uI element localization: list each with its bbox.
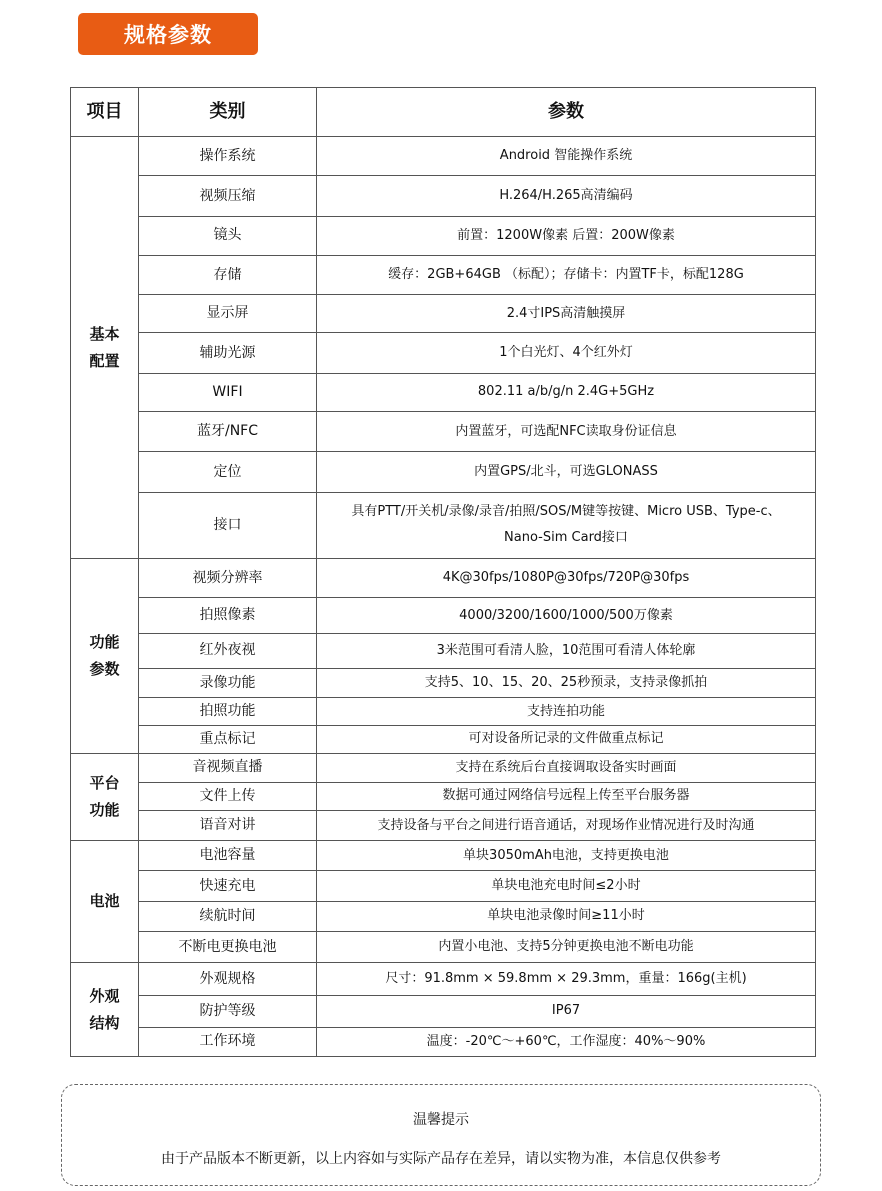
category-cell: 外观规格: [139, 963, 317, 996]
category-cell: WIFI: [139, 373, 317, 411]
category-cell: 镜头: [139, 216, 317, 255]
table-header-row: [71, 88, 816, 137]
table-row: [71, 373, 816, 411]
table-row: [71, 633, 816, 668]
value-cell: 可对设备所记录的文件做重点标记: [317, 726, 816, 753]
category-cell: 视频分辨率: [139, 559, 317, 598]
value-cell: IP67: [317, 996, 816, 1027]
table-row: [71, 753, 816, 782]
table-row: [71, 452, 816, 492]
category-cell: 拍照功能: [139, 698, 317, 726]
table-row: [71, 216, 816, 255]
table-row: [71, 811, 816, 841]
table-row: [71, 333, 816, 373]
value-cell: 具有PTT/开关机/录像/录音/拍照/SOS/M键等按键、Micro USB、Type-c、 Nano-Sim Card接口: [317, 492, 816, 559]
group-label: 电池: [71, 841, 139, 963]
table-row: [71, 996, 816, 1027]
value-cell: 支持设备与平台之间进行语音通话，对现场作业情况进行及时沟通: [317, 811, 816, 841]
category-cell: 文件上传: [139, 782, 317, 810]
category-cell: 操作系统: [139, 137, 317, 176]
table-row: [71, 963, 816, 996]
table-row: [71, 726, 816, 753]
value-cell: 温度：-20℃～+60℃，工作湿度：40%～90%: [317, 1027, 816, 1056]
value-cell: 支持在系统后台直接调取设备实时画面: [317, 753, 816, 782]
value-cell: 前置：1200W像素 后置：200W像素: [317, 216, 816, 255]
section-title-tab: 规格参数: [78, 13, 258, 55]
table-row: [71, 1027, 816, 1056]
table-row: [71, 412, 816, 452]
table-row: [71, 137, 816, 176]
value-cell: 内置GPS/北斗，可选GLONASS: [317, 452, 816, 492]
category-cell: 视频压缩: [139, 176, 317, 216]
table-row: [71, 559, 816, 598]
table-row: [71, 255, 816, 294]
value-cell: 缓存：2GB+64GB （标配）；存储卡：内置TF卡，标配128G: [317, 255, 816, 294]
group-label: 基本 配置: [71, 137, 139, 559]
value-cell: 1个白光灯、4个红外灯: [317, 333, 816, 373]
value-cell: 内置小电池、支持5分钟更换电池不断电功能: [317, 931, 816, 962]
spec-table: [70, 87, 816, 1057]
category-cell: 接口: [139, 492, 317, 559]
category-cell: 音视频直播: [139, 753, 317, 782]
value-cell: 尺寸：91.8mm × 59.8mm × 29.3mm，重量：166g(主机): [317, 963, 816, 996]
category-cell: 电池容量: [139, 841, 317, 871]
category-cell: 拍照像素: [139, 598, 317, 633]
value-cell: 3米范围可看清人脸，10范围可看清人体轮廓: [317, 633, 816, 668]
category-cell: 红外夜视: [139, 633, 317, 668]
value-cell: 支持连拍功能: [317, 698, 816, 726]
value-cell: 单块电池充电时间≤2小时: [317, 871, 816, 901]
value-cell: 802.11 a/b/g/n 2.4G+5GHz: [317, 373, 816, 411]
value-cell: 单块3050mAh电池，支持更换电池: [317, 841, 816, 871]
category-cell: 不断电更换电池: [139, 931, 317, 962]
table-row: [71, 176, 816, 216]
table-row: [71, 841, 816, 871]
table-row: [71, 931, 816, 962]
table-row: [71, 668, 816, 697]
value-cell: 内置蓝牙，可选配NFC读取身份证信息: [317, 412, 816, 452]
group-label: 平台 功能: [71, 753, 139, 841]
header-category: 类别: [139, 88, 317, 137]
value-cell: 单块电池录像时间≥11小时: [317, 901, 816, 931]
table-row: [71, 492, 816, 559]
table-row: [71, 871, 816, 901]
category-cell: 定位: [139, 452, 317, 492]
group-label: 外观 结构: [71, 963, 139, 1057]
table-row: [71, 295, 816, 333]
category-cell: 辅助光源: [139, 333, 317, 373]
value-cell: 支持5、10、15、20、25秒预录，支持录像抓拍: [317, 668, 816, 697]
header-params: 参数: [317, 88, 816, 137]
category-cell: 存储: [139, 255, 317, 294]
table-row: [71, 698, 816, 726]
table-row: [71, 901, 816, 931]
header-item: 项目: [71, 88, 139, 137]
value-cell: Android 智能操作系统: [317, 137, 816, 176]
category-cell: 续航时间: [139, 901, 317, 931]
value-cell: 4000/3200/1600/1000/500万像素: [317, 598, 816, 633]
value-cell: 数据可通过网络信号远程上传至平台服务器: [317, 782, 816, 810]
group-label: 功能 参数: [71, 559, 139, 753]
category-cell: 工作环境: [139, 1027, 317, 1056]
tip-text: 由于产品版本不断更新，以上内容如与实际产品存在差异，请以实物为准，本信息仅供参考: [161, 1151, 721, 1167]
table-row: [71, 782, 816, 810]
category-cell: 防护等级: [139, 996, 317, 1027]
category-cell: 快速充电: [139, 871, 317, 901]
category-cell: 蓝牙/NFC: [139, 412, 317, 452]
value-cell: 2.4寸IPS高清触摸屏: [317, 295, 816, 333]
category-cell: 重点标记: [139, 726, 317, 753]
table-row: [71, 598, 816, 633]
category-cell: 录像功能: [139, 668, 317, 697]
value-cell: H.264/H.265高清编码: [317, 176, 816, 216]
value-cell: 4K@30fps/1080P@30fps/720P@30fps: [317, 559, 816, 598]
category-cell: 语音对讲: [139, 811, 317, 841]
tip-title: 温馨提示: [413, 1112, 469, 1128]
tip-box: [61, 1084, 821, 1186]
category-cell: 显示屏: [139, 295, 317, 333]
